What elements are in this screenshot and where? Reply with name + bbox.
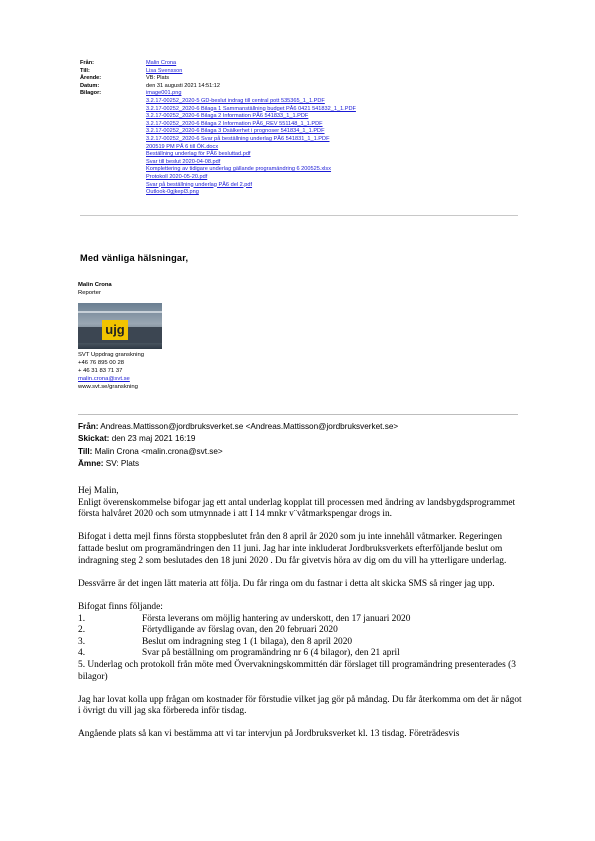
email-header: [80, 60, 356, 197]
forwarded-header: [78, 421, 398, 470]
attachment-link[interactable]: 3.2.17-00252_2020-5 GD-beslut indrag till central pott 535365_1_1.PDF: [146, 97, 325, 104]
logo-stripe: [78, 311, 162, 313]
list-item: [78, 648, 523, 660]
forward-divider: [78, 414, 518, 415]
fwd-sent: den 23 maj 2021 16:19: [111, 434, 196, 444]
signature-contact: [78, 351, 144, 391]
list-item-5: 5. Underlag och protokoll från möte med Övervakningskommittén där förslaget till programändring presenterades (3 bilagor): [78, 659, 516, 682]
attachment-link[interactable]: image001.png: [146, 90, 182, 97]
list-text: Svar på beställning om programändring nr 6 (4 bilagor), den 21 april: [142, 648, 400, 659]
signature-web: www.svt.se/granskning: [78, 384, 138, 391]
attachment-link[interactable]: Svar till beslut 2020-04-08.pdf: [146, 158, 221, 165]
list-number: 4.: [78, 648, 86, 659]
attachment-link[interactable]: Komplettering av tidigare underlag gällande programändring 6 200525.xlsx: [146, 166, 332, 173]
list-item: [78, 637, 523, 649]
signature-phone-2: + 46 31 83 71 37: [78, 368, 123, 375]
to-label: Till:: [80, 67, 90, 74]
subject-value: VB: Plats: [146, 75, 170, 82]
signature-block: [78, 282, 112, 297]
list-intro: Bifogat finns följande:: [78, 601, 163, 612]
email-body: [78, 486, 523, 753]
paragraph-5: Angående plats så kan vi bestämma att vi tar intervjun på Jordbruksverket kl. 13 tisdag. Företrädesvis: [78, 729, 460, 740]
fwd-to: Malin Crona <malin.crona@svt.se>: [94, 446, 223, 456]
list-text: Första leverans om möjlig hantering av underskott, den 17 januari 2020: [142, 613, 411, 624]
date-label: Datum:: [80, 82, 100, 89]
list-number: 3.: [78, 636, 86, 647]
list-number: 2.: [78, 625, 86, 636]
greeting: Med vänliga hälsningar,: [80, 253, 189, 263]
fwd-from: Andreas.Mattisson@jordbruksverket.se <Andreas.Mattisson@jordbruksverket.se>: [100, 422, 399, 431]
fwd-subject-label: Ämne:: [78, 458, 104, 468]
to-link[interactable]: Lisa Svensson: [146, 67, 183, 74]
list-item: [78, 625, 523, 637]
paragraph-1: Enligt överenskommelse bifogar jag ett antal underlag kopplat till processen med ändring av landsbygdsprogrammet första halvåret 2020 och som utmynnade i att I 14 mnkr v¨våtmarkspengar drogs in.: [78, 497, 516, 520]
list-text: Förtydligande av förslag ovan, den 20 februari 2020: [142, 625, 338, 636]
signature-org: SVT Uppdrag granskning: [78, 352, 145, 358]
attachment-link[interactable]: Beställning underlag för PÅ6 besluttad.pdf: [146, 151, 251, 158]
logo-mark: ujg: [102, 320, 128, 340]
list-item: [78, 614, 523, 626]
paragraph-4: Jag har lovat kolla upp frågan om kostnader för förstudie vilket jag gör på måndag. Du får återkomma om det är något i övrigt du vill jag ska förbereda inför tisdag.: [78, 694, 522, 717]
fwd-from-label: Från:: [78, 422, 99, 431]
from-label: Från:: [80, 60, 94, 66]
attachment-link[interactable]: Protokoll 2020-05-20.pdf: [146, 173, 208, 180]
fwd-to-label: Till:: [78, 446, 93, 456]
attachment-link[interactable]: Svar på beställning underlag PÅ6 del 2.pdf: [146, 181, 253, 188]
attachment-link[interactable]: 3.2.17-00252_2020-6 Bilaga 1 Sammanställning budget PÅ6 0421 541832_1_1.PDF: [146, 105, 356, 112]
signature-name: Malin Crona: [78, 282, 112, 288]
attachment-link[interactable]: 3.2.17-00252_2020-6 Svar på beställning underlag PÅ6 541831_1_1.PDF: [146, 135, 330, 142]
date-value: den 31 augusti 2021 14:51:12: [146, 82, 221, 89]
header-divider: [80, 215, 518, 216]
attachment-link[interactable]: 3.2.17-00252_2020-6 Bilaga 3 Dsälkerhet i prognoser 541834_1_1.PDF: [146, 128, 325, 135]
subject-label: Ärende:: [80, 75, 102, 82]
attachment-link[interactable]: 3.2.17-00252_2020-6 Bilaga 2 Information PÅ6 541833_1_1.PDF: [146, 113, 309, 120]
list-number: 1.: [78, 613, 86, 624]
list-text: Beslut om indragning steg 1 (1 bilaga), den 8 april 2020: [142, 636, 353, 647]
signature-email-link[interactable]: malin.crona@svt.se: [78, 376, 130, 383]
attachment-link[interactable]: 3.2.17-00252_2020-6 Bilaga 2 Information PÅ6_REV 551148_1_1.PDF: [146, 120, 323, 127]
fwd-sent-label: Skickat:: [78, 434, 110, 444]
signature-phone-1: +46 76 895 00 28: [78, 360, 125, 367]
paragraph-3: Dessvärre är det ingen lätt materia att följa. Du får ringa om du fastnar i detta alt skicka SMS så ringer jag upp.: [78, 578, 495, 589]
salutation: Hej Malin,: [78, 486, 119, 496]
signature-title: Reporter: [78, 289, 101, 296]
attachment-list: [146, 90, 356, 196]
from-link[interactable]: Malin Crona: [146, 60, 177, 66]
signature-logo-image: [78, 303, 162, 349]
attachments-label: Bilagor:: [80, 90, 102, 97]
fwd-subject: SV: Plats: [105, 458, 140, 468]
attachment-link[interactable]: Outlook-0gjkepl3.png: [146, 189, 199, 196]
attachment-link[interactable]: 200519 PM PÅ 6 till ÖK.docx: [146, 143, 219, 150]
paragraph-2: Bifogat i detta mejl finns första stoppbeslutet från den 8 april år 2020 som ju inte innehåll våtmarker. Regeringen fattade beslut om programändringen den 11 juni. Jag har inte inkluderat Jordbruksverkets efterföljande beslut om indragning steg 2 som beslutades den 18 juni 2020 . Du får givetvis höra av dig om du vill ha ytterligare underlag.: [78, 532, 507, 566]
